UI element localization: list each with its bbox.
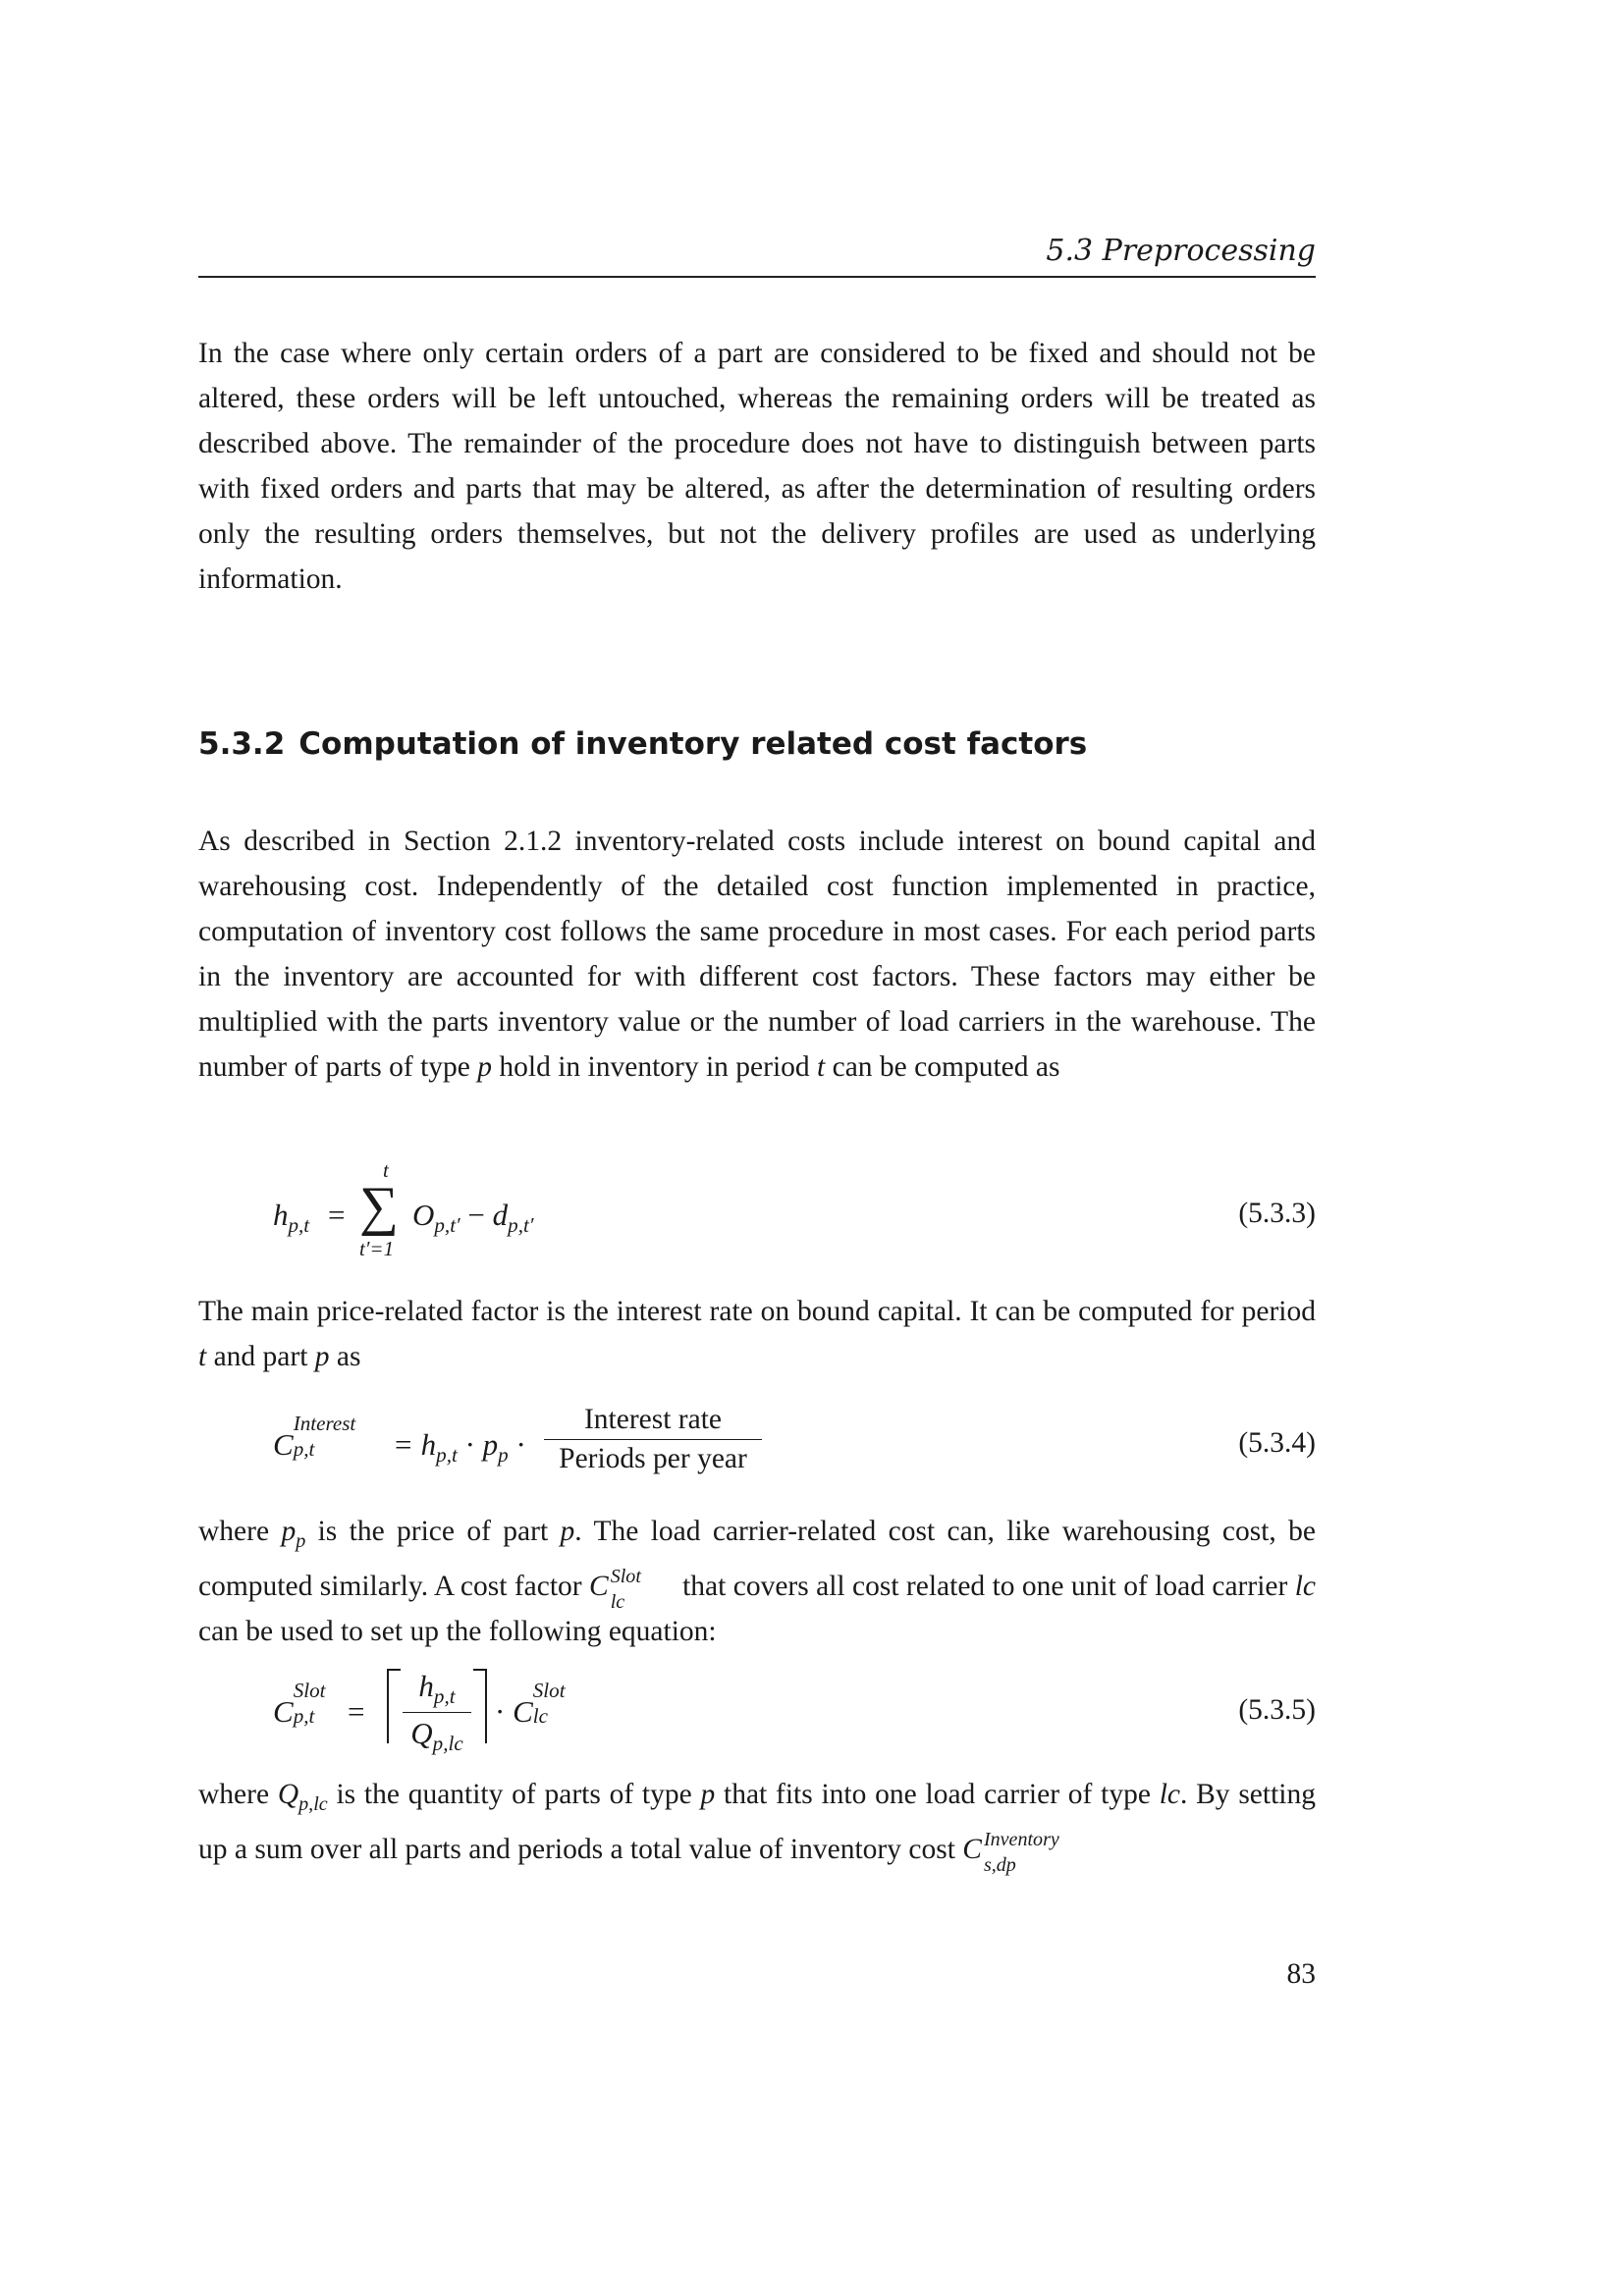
paragraph-load-carrier: where $p_p$ is the price of part p. The load carrier-related cost can, like warehousing cost, be computed similarly. A cost factor C Slot lc that covers all cost related to one unit of load carrier lc can be used to set up the following equation: [198, 1516, 1316, 1647]
equation-5-3-3: $h_{p,t}$ = t ∑ t′=1 $O_{p,t'} - d_{p,t'}$ (5.3.3) [273, 1158, 1316, 1260]
equation-number: (5.3.5) [1238, 1694, 1316, 1726]
fraction-slot: $h_{p,t}$ $Q_{p,lc}$ [403, 1669, 471, 1756]
fraction-interest: Interest rate Periods per year [544, 1404, 762, 1475]
ceiling-left-bracket [387, 1669, 401, 1743]
equation-number: (5.3.3) [1238, 1198, 1316, 1229]
section-number: 5.3.2 [198, 726, 286, 762]
page-number: 83 [1286, 1958, 1316, 1990]
equation-5-3-4: C Interest p,t = $h_{p,t} \cdot p_p$ · Interest rate Periods per year (5.3.4) [273, 1404, 1316, 1474]
equation-5-3-5: C Slot p,t = $h_{p,t}$ $Q_{p,lc}$ · C Slot lc (5.3.5) [273, 1669, 1316, 1756]
paragraph-inventory-costs: As described in Section 2.1.2 inventory-related costs include interest on bound capital and warehousing cost. Independently of the detailed cost function implemented in practice, computation of inventory cost follows the same procedure in most cases. For each period parts in the inventory are accounted for with different cost factors. These factors may either be multiplied with the parts inventory value or the number of load carriers in the warehouse. The number of parts of type p hold in inventory in period t can be computed as [198, 826, 1316, 1083]
section-title-text: Computation of inventory related cost factors [298, 726, 1088, 762]
header-rule [198, 276, 1316, 278]
equation-number: (5.3.4) [1238, 1427, 1316, 1459]
section-heading [198, 726, 1087, 762]
running-header: 5.3 Preprocessing [1046, 234, 1316, 268]
paragraph-interest: The main price-related factor is the interest rate on bound capital. It can be computed for period t and part p as [198, 1296, 1316, 1372]
ceiling-right-bracket [473, 1669, 487, 1743]
paragraph-total-cost: where $Q_{p,lc}$ is the quantity of parts of type p that fits into one load carrier of type lc. By setting up a sum over all parts and periods a total value of inventory cost C Inventory s,dp [198, 1779, 1316, 1876]
paragraph-fixed-orders: In the case where only certain orders of a part are considered to be fixed and should not be altered, these orders will be left untouched, whereas the remaining orders will be treated as described above. The remainder of the procedure does not have to distinguish between parts with fixed orders and parts that may be altered, as after the determination of resulting orders only the resulting orders themselves, but not the delivery profiles are used as underlying information. [198, 338, 1316, 595]
